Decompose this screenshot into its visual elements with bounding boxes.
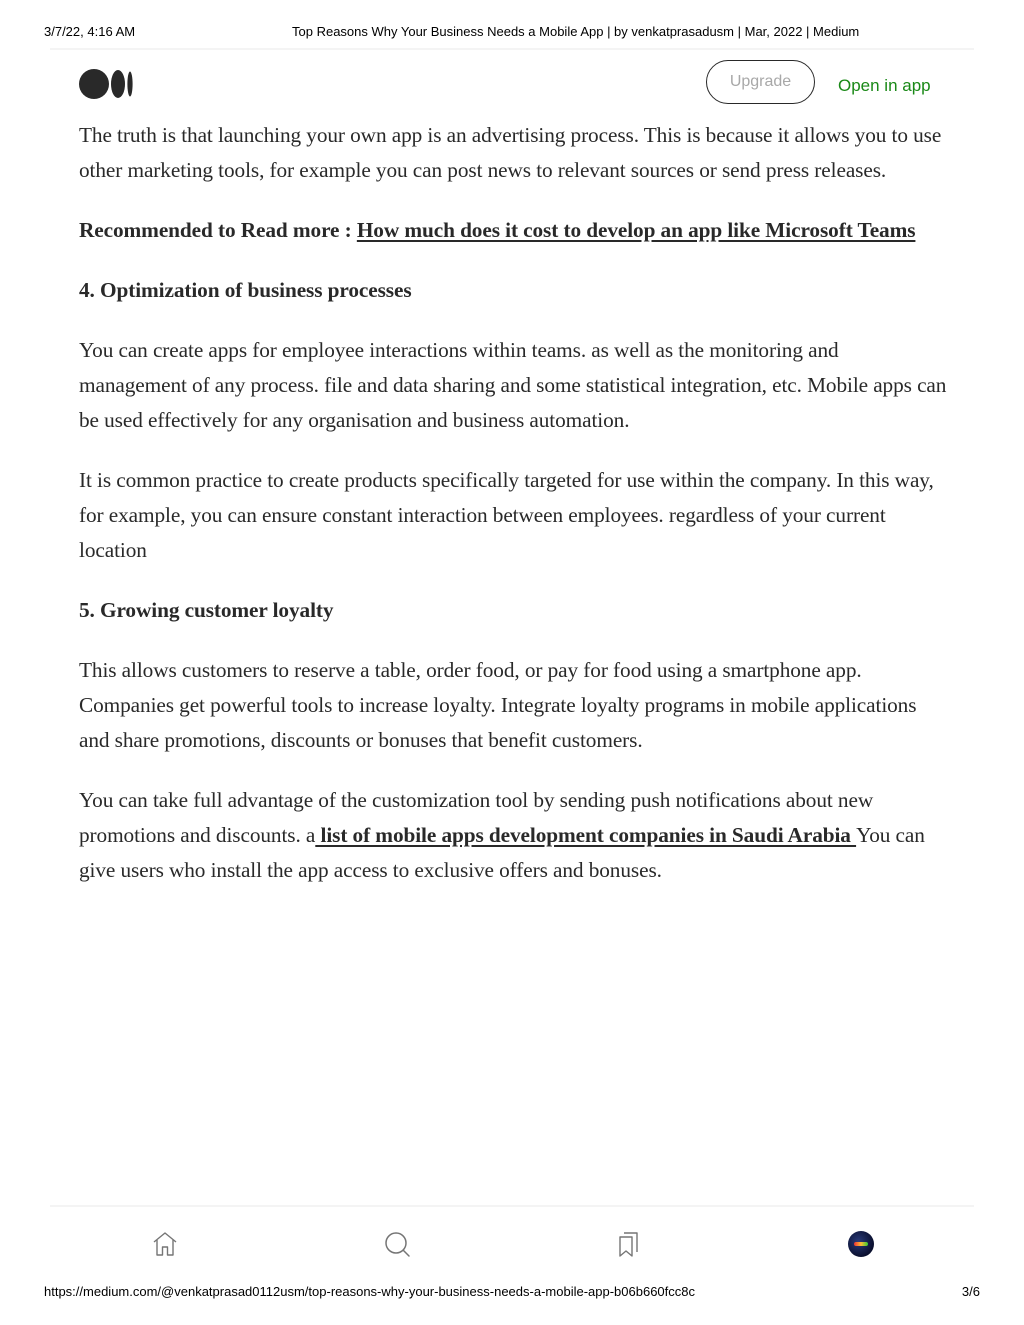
paragraph-customers: This allows customers to reserve a table, order food, or pay for food using a smartphone app. Companies get powerful tools to increase loyalty. Integrate loyalty programs in mobile applications and share promotions, discounts or bonuses that benefit customers. (79, 658, 917, 752)
recommended-link[interactable]: How much does it cost to develop an app like Microsoft Teams (356, 218, 916, 242)
home-icon[interactable] (150, 1229, 180, 1259)
print-url: https://medium.com/@venkatprasad0112usm/top-reasons-why-your-business-needs-a-mobile-app-b06b660fcc8c (44, 1284, 695, 1299)
print-date: 3/7/22, 4:16 AM (44, 24, 136, 39)
paragraph-push-notifications (79, 783, 947, 888)
recommended-read (79, 213, 947, 248)
avatar-image-detail (854, 1242, 868, 1246)
paragraph-employee-apps: You can create apps for employee interactions within teams. as well as the monitoring and management of any process. file and data sharing and some statistical integration, etc. Mobile apps can be used effectively for any organisation and business automation. (79, 338, 947, 432)
article-body (79, 118, 947, 913)
paragraph-common-practice: It is common practice to create products specifically targeted for use within the company. In this way, for example, you can ensure constant interaction between employees. regardless of your current location (79, 468, 934, 562)
search-icon[interactable] (382, 1229, 412, 1259)
print-footer (44, 1284, 980, 1302)
bookmarks-icon[interactable] (614, 1229, 644, 1259)
topbar-divider (50, 48, 974, 50)
paragraph-advertising: The truth is that launching your own app is an advertising process. This is because it allows you to use other marketing tools, for example you can post news to relevant sources or send press releases. (79, 123, 942, 182)
bottom-nav-divider (50, 1205, 974, 1207)
upgrade-button[interactable]: Upgrade (706, 60, 815, 104)
print-header (44, 24, 980, 42)
user-avatar[interactable] (848, 1231, 874, 1257)
section-heading-loyalty: 5. Growing customer loyalty (79, 598, 334, 622)
recommended-label: Recommended to Read more : (79, 218, 357, 242)
section-heading-optimization: 4. Optimization of business processes (79, 278, 412, 302)
open-in-app-link[interactable]: Open in app (838, 76, 931, 95)
print-page-number: 3/6 (961, 1284, 980, 1299)
push-text-before: You can take full advantage of the customization tool by sending push notifications about new promotions and discounts. a (79, 788, 874, 847)
saudi-companies-link[interactable]: list of mobile apps development companies in Saudi Arabia (315, 823, 857, 847)
top-navigation-bar (50, 48, 974, 120)
medium-logo-icon[interactable] (79, 68, 135, 100)
print-document-title: Top Reasons Why Your Business Needs a Mobile App | by venkatprasadusm | Mar, 2022 | Medium (292, 24, 860, 39)
bottom-navigation-bar (50, 1205, 974, 1281)
push-text-after: You can give users who install the app access to exclusive offers and bonuses. (79, 823, 925, 882)
